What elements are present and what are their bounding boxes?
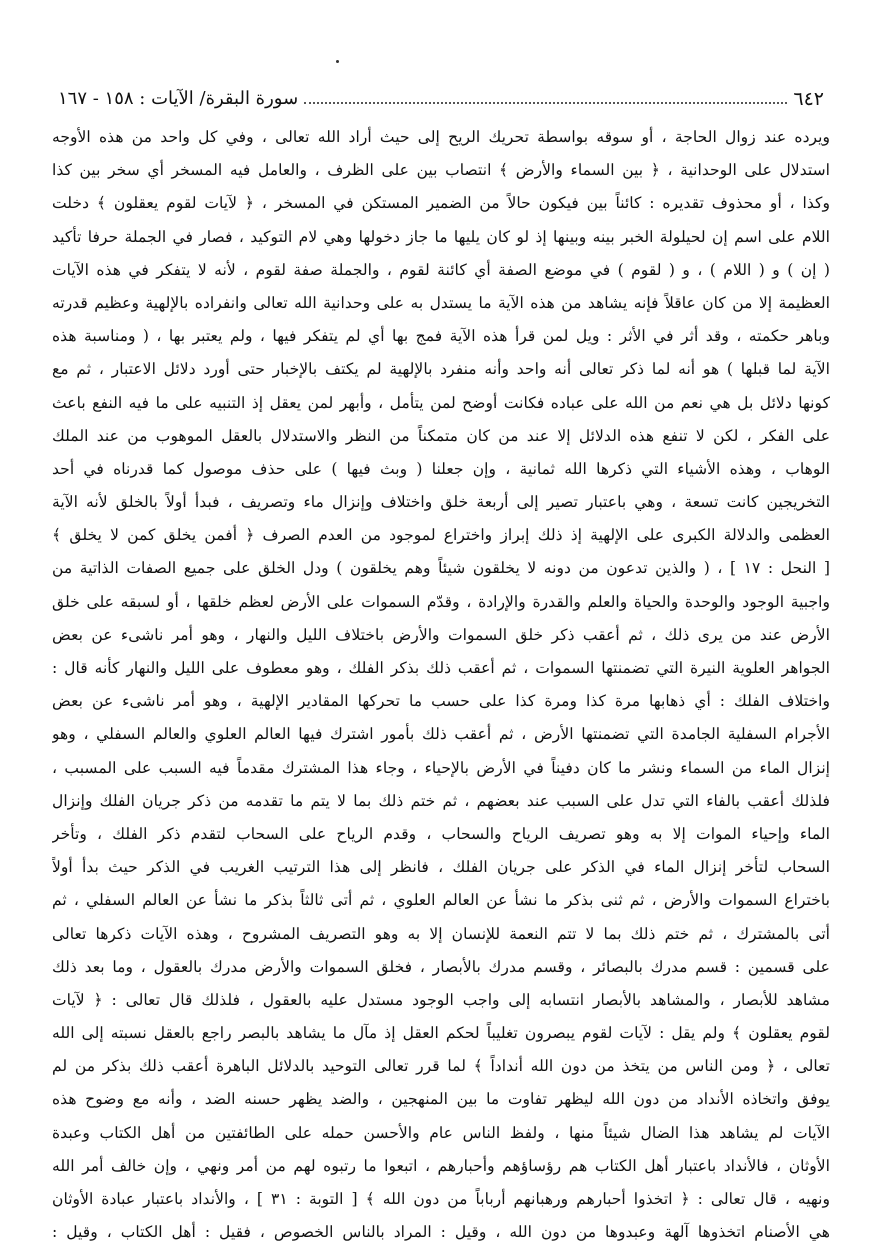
text-line: التخريجين كانت تسعة ، وهي باعتبار تصير إلى أربعة خلق واختلاف وإنزال ماء وتصريف ، فبدأ أولاً بالخلق لأنه الآية — [52, 493, 830, 512]
text-line: يوفق واتخاذه الأنداد من دون الله ليظهر تفاوت ما بين المنهجين ، والضد يظهر حسنه الضد ، وأنه مع وضوح هذه — [52, 1090, 830, 1109]
text-line: الأجرام السفلية الجامدة التي تضمنتها الأرض ، ثم أعقب ذلك بأمور اشترك فيها العالم العلوي والعالم السفلي ، وهو — [52, 725, 830, 744]
text-line: ويرده عند زوال الحاجة ، أو سوقه بواسطة تحريك الريح إلى حيث أراد الله تعالى ، وفي كل واحد من هذه الأوجه — [52, 128, 830, 146]
running-title: سورة البقرة/ الآيات : ١٥٨ - ١٦٧ — [58, 88, 299, 109]
text-line: أتى بالمشترك ، ثم ختم ذلك بما لا تتم النعمة للإنسان إلا به وهو التصريف المشروح ، وهذه الآيات ذكرها تعالى — [52, 924, 830, 943]
text-line: باختراع السموات والأرض ، ثم ثنى بذكر ما نشأ عن العالم العلوي ، ثم أتى ثالثاً بذكر ما نشأ عن العالم السفلي ، ثم — [52, 891, 830, 910]
text-line: لقوم يعقلون ﴾ ولم يقل : لآيات لقوم يبصرون تغليباً لحكم العقل إذ مآل ما يشاهد بالبصر راجع بالعقل نسبته إلى الله — [52, 1024, 830, 1043]
text-line: السحاب لتأخر إنزال الماء في الذكر على جريان الفلك ، فانظر إلى هذا الترتيب الغريب في الذكر حيث بدأ أولاً — [52, 858, 830, 877]
text-line: إنزال الماء من السماء ونشر ما كان دفيناً في الأرض بالإحياء ، وجاء هذا المشترك مقدماً فيه السبب على المسبب ، — [52, 758, 830, 777]
text-line: الماء وإحياء الموات إلا به وهو تصريف الرياح والسحاب ، وقدم الرياح على السحاب لتقدم ذكر الفلك ، وتأخر — [52, 824, 830, 843]
text-line: واختلاف الفلك : أي ذهابها مرة كذا ومرة كذا على حسب ما تحركها المقادير الإلهية ، وهو أمر ناشىء عن بعض — [52, 692, 830, 711]
text-line: اللام على اسم إن لحيلولة الخبر بينه وبينها إذ لو كان يليها ما جاز دخولها وهي لام التوكيد ، فصار في الجملة حرفا تأكيد — [52, 227, 830, 246]
text-line: العظمى والدلالة الكبرى على الإلهية إذ ذلك إبراز واختراع لموجود من العدم الصرف ﴿ أفمن يخلق كمن لا يخلق ﴾ — [52, 526, 830, 545]
text-line: مشاهد للأبصار ، والمشاهد بالأبصار انتسابه إلى واجب الوجود مستدل عليه بالعقول ، فلذلك قال تعالى : ﴿ لآيات — [52, 990, 830, 1009]
text-line: استدلال على الوحدانية ، ﴿ بين السماء والأرض ﴾ انتصاب بين على الظرف ، والعامل فيه المسخر أي سخر بين كذا — [52, 161, 830, 180]
text-line: تعالى ، ﴿ ومن الناس من يتخذ من دون الله أنداداً ﴾ لما قرر تعالى التوحيد بالدلائل الباهرة أعقب ذلك بذكر من لم — [52, 1057, 830, 1076]
text-line: فلذلك أعقب بالفاء التي تدل على السبب عند بعضهم ، ثم ختم ذلك بما لا يتم ما تقدمه من ذكر جريان الفلك وإنزال — [52, 791, 830, 810]
page-header — [58, 80, 824, 110]
text-line: الأوثان ، فالأنداد باعتبار أهل الكتاب هم رؤساؤهم وأحبارهم ، اتبعوا ما رتبوه لهم من أمر ونهي ، وإن خالف أمر الله — [52, 1156, 830, 1175]
page-number: ٦٤٢ — [793, 88, 824, 110]
text-line: هي الأصنام اتخذوها آلهة وعبدوها من دون الله ، وقيل : المراد بالناس الخصوص ، فقيل : أهل الكتاب ، وقيل : — [52, 1223, 830, 1241]
text-line: كونها دلائل بل هي نعم من الله على عباده فكانت أوضح لمن يتأمل ، وأبهر لمن يعقل إذ التنبيه على ما فيه النفع باعث — [52, 393, 830, 412]
ink-speck — [336, 60, 339, 63]
body-text — [52, 121, 830, 1241]
text-line: الأرض عند من يرى ذلك ، ثم أعقب ذكر خلق السموات والأرض باختلاف الليل والنهار ، وهو أمر ناشىء عن بعض — [52, 625, 830, 644]
text-line: الوهاب ، وهذه الأشياء التي ذكرها الله ثمانية ، وإن جعلنا ( وبث فيها ) على حذف موصول كما قدرناه في أحد — [52, 459, 830, 478]
text-line: الآيات لم يشاهد هذا الضال شيئاً منها ، ولفظ الناس عام والأحسن حمله على الطائفتين من أهل الكتاب وعبدة — [52, 1123, 830, 1142]
text-line: الجواهر العلوية النيرة التي تضمنتها السموات ، ثم أعقب ذلك بذكر الفلك ، وهو معطوف على الليل والنهار كأنه قال : — [52, 659, 830, 677]
text-line: وكذا ، أو محذوف تقديره : كائناً بين فيكون حالاً من الضمير المستكن في المسخر ، ﴿ لآيات لقوم يعقلون ﴾ دخلت — [52, 194, 830, 213]
text-line: على قسمين : قسم مدرك بالبصائر ، وقسم مدرك بالأبصار ، فخلق السموات والأرض مدرك بالعقول ، وما بعد ذلك — [52, 957, 830, 976]
text-line: واجبية الوجود والوحدة والحياة والعلم والقدرة والإرادة ، وقدّم السموات على الأرض لعظم خلقها ، أو لسبقه على خلق — [52, 592, 830, 611]
text-line: العظيمة إلا من كان عاقلاً فإنه يشاهد من هذه الآية ما يستدل به على وحدانية الله تعالى وانفراده بالإلهية وعظيم قدرته — [52, 293, 830, 312]
text-line: [ النحل : ١٧ ] ، ( والذين تدعون من دونه لا يخلقون شيئاً وهم يخلقون ) ودل الخلق على جميع الصفات الذاتية من — [52, 559, 830, 578]
text-line: الآية لما قبلها ) هو أنه لما ذكر تعالى أنه واحد وأنه منفرد بالإلهية لم يكتف بالإخبار حتى أورد دلائل الاعتبار ، ثم مع — [52, 360, 830, 379]
text-line: ونهيه ، قال تعالى : ﴿ اتخذوا أحبارهم ورهبانهم أرباباً من دون الله ﴾ [ التوبة : ٣١ ] ، والأنداد باعتبار عبادة الأوثان — [52, 1190, 830, 1208]
text-line: ( إن ) و ( اللام ) ، و ( لقوم ) في موضع الصفة أي كائنة لقوم ، والجملة صفة لقوم ، لأنه لا يتفكر في هذه الآيات — [52, 260, 830, 279]
dot-leader — [304, 102, 787, 104]
text-line: على الفكر ، لكن لا تنفع هذه الدلائل إلا عند من كان متمكناً من النظر والاستدلال بالعقل الموهوب من عند الملك — [52, 426, 830, 445]
text-line: وباهر حكمته ، وقد أثر في الأثر : ويل لمن قرأ هذه الآية فمج بها أي لم يتفكر فيها ، ولم يعتبر بها ، ( ومناسبة هذه — [52, 327, 830, 346]
